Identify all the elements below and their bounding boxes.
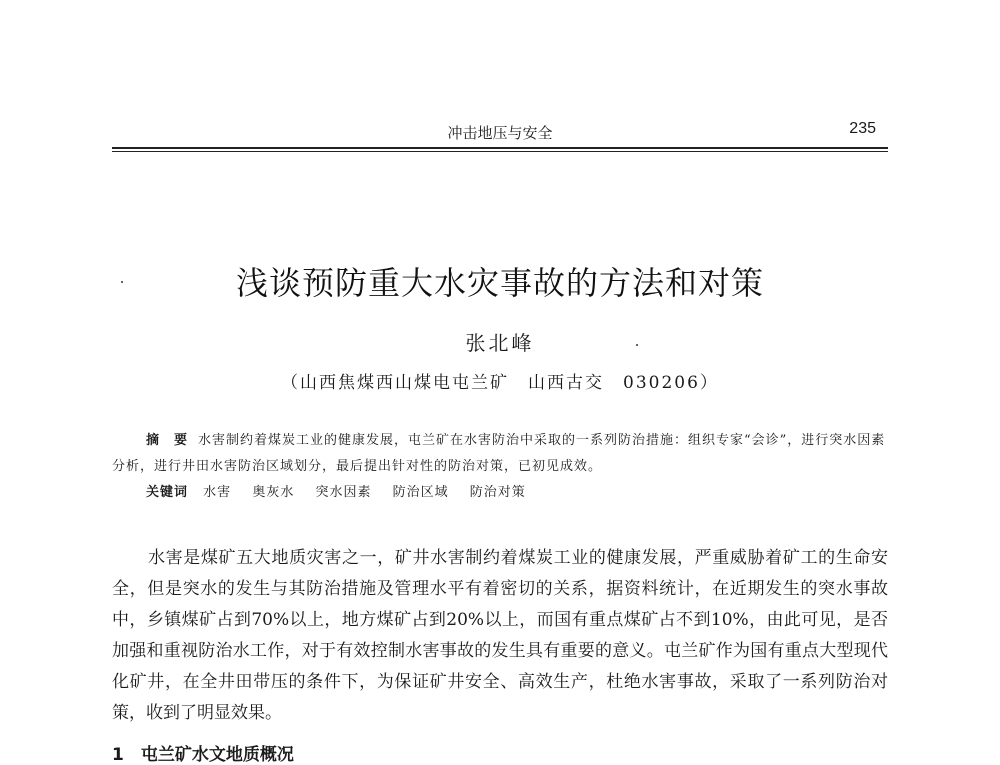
abstract-block (112, 428, 888, 506)
abstract-text: 水害制约着煤炭工业的健康发展，屯兰矿在水害防治中采取的一系列防治措施：组织专家“会诊”，进行突水因素分析，进行井田水害防治区域划分，最后提出针对性的防治对策，已初见成效。 (112, 433, 886, 474)
running-head (112, 120, 888, 144)
page-number: 235 (849, 120, 876, 137)
section-heading: 1 屯兰矿水文地质概况 (112, 745, 294, 765)
keyword: 防治区域 (392, 485, 449, 500)
journal-name: 冲击地压与安全 (447, 124, 553, 142)
author-affiliation: （山西焦煤西山煤电屯兰矿 山西古交 030206） (281, 373, 719, 393)
body-text (112, 543, 888, 729)
article-title: 浅谈预防重大水灾事故的方法和对策 (235, 264, 764, 302)
author-name: 张北峰 (465, 331, 535, 355)
abstract-label: 摘 要 (146, 433, 189, 448)
header-rule-thin (112, 151, 888, 152)
keyword: 突水因素 (315, 485, 372, 500)
keyword: 奥灰水 (252, 485, 295, 500)
keyword: 防治对策 (469, 485, 526, 500)
body-paragraph: 水害是煤矿五大地质灾害之一，矿井水害制约着煤炭工业的健康发展，严重威胁着矿工的生命安全，但是突水的发生与其防治措施及管理水平有着密切的关系，据资料统计，在近期发生的突水事故中，乡镇煤矿占到70%以上，地方煤矿占到20%以上，而国有重点煤矿占不到10%，由此可见，是否加强和重视防治水工作，对于有效控制水害事故的发生具有重要的意义。屯兰矿作为国有重点大型现代化矿井，在全井田带压的条件下，为保证矿井安全、高效生产，杜绝水害事故，采取了一系列防治对策，收到了明显效果。 (112, 548, 888, 723)
keywords-label: 关键词 (146, 485, 189, 500)
keyword: 水害 (203, 485, 232, 500)
keywords-line (112, 480, 888, 506)
abstract-paragraph (112, 428, 888, 480)
header-rule-thick (112, 147, 888, 149)
